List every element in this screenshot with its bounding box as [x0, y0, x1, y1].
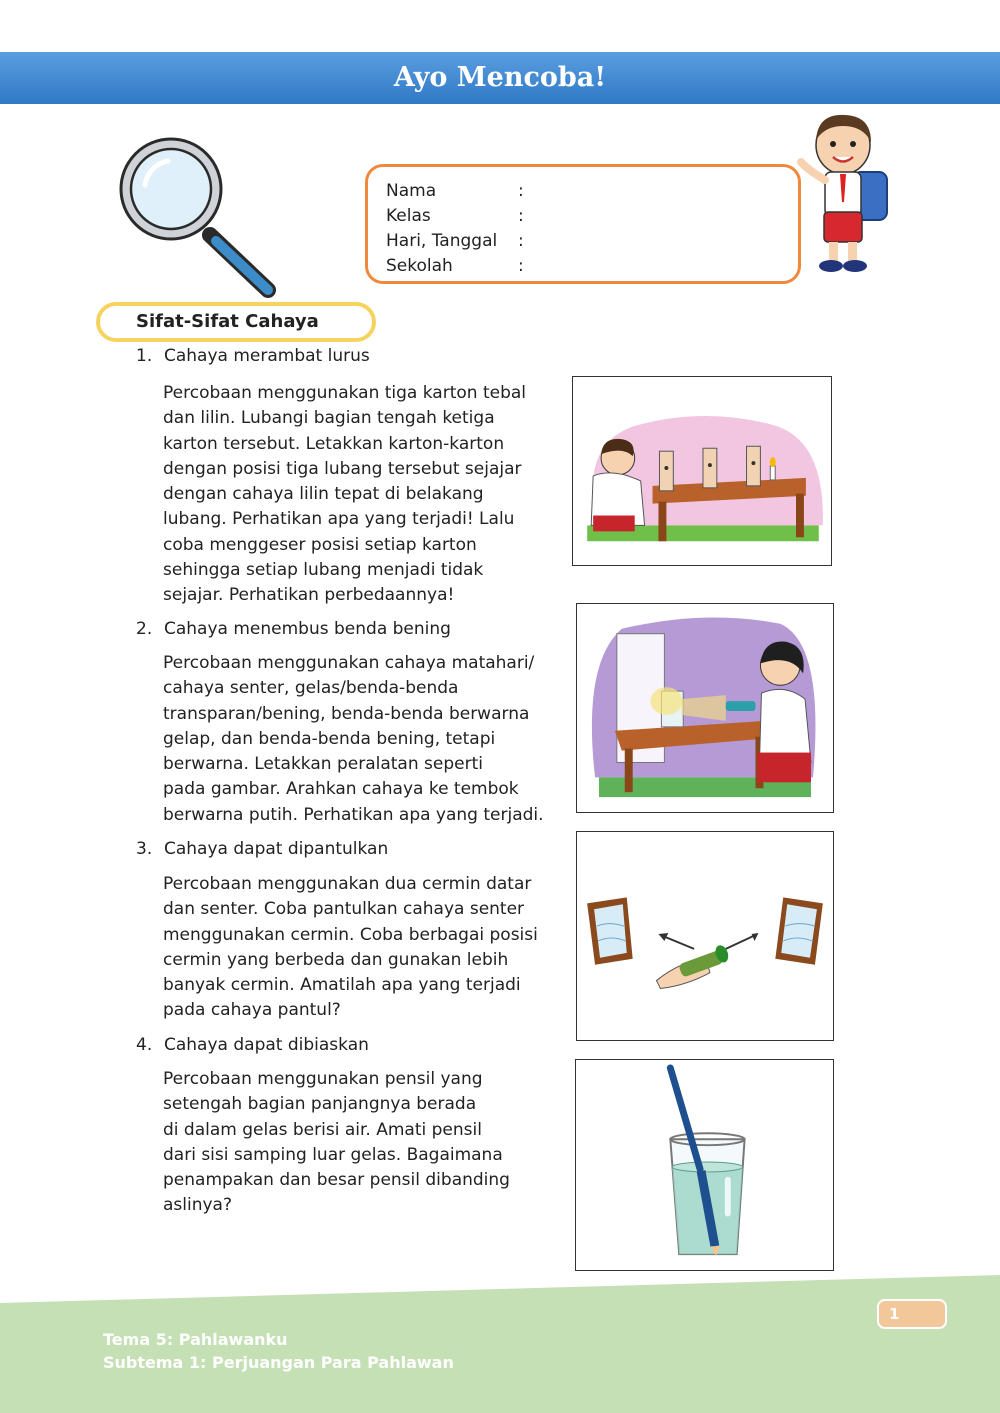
form-row-school [386, 254, 798, 279]
text-line: Percobaan menggunakan dua cermin datar [163, 874, 532, 894]
student-boy-illustration [793, 110, 893, 280]
text-line: karton tersebut. Letakkan karton-karton [163, 433, 505, 454]
text-line: berwarna. Letakkan peralatan seperti [163, 754, 483, 775]
item-description [163, 651, 544, 828]
text-line: cahaya senter, gelas/benda-benda [163, 678, 459, 699]
footer-caption [103, 1328, 454, 1374]
text-line: dan senter. Coba pantulkan cahaya senter [163, 899, 525, 920]
item-title: Cahaya menembus benda bening [164, 619, 451, 639]
item-number: 2. [136, 619, 153, 639]
text-line: coba menggeser posisi setiap karton [163, 534, 477, 555]
illustration-light-refract [575, 1059, 834, 1271]
text-line: pada gambar. Arahkan cahaya ke tembok [163, 779, 519, 800]
illustration-light-straight [572, 376, 832, 566]
item-heading [136, 346, 370, 366]
page-number-badge: 1 [877, 1299, 947, 1329]
text-line: dan lilin. Lubangi bagian tengah ketiga [163, 408, 495, 429]
form-label: Nama [386, 181, 437, 201]
form-label: Kelas [386, 206, 431, 226]
item-title: Cahaya merambat lurus [164, 346, 370, 366]
text-line: berwarna putih. Perhatikan apa yang terjadi. [163, 804, 544, 825]
form-colon: : [518, 206, 524, 226]
item-description [163, 381, 526, 609]
item-number: 4. [136, 1035, 153, 1055]
text-line: transparan/bening, benda-benda berwarna [163, 703, 530, 724]
section-title: Sifat-Sifat Cahaya [96, 302, 376, 342]
text-line: gelap, dan benda-benda bening, tetapi [163, 728, 496, 749]
footer-subtheme: Subtema 1: Perjuangan Para Pahlawan [103, 1353, 454, 1372]
item-number: 3. [136, 839, 153, 859]
text-line: dari sisi samping luar gelas. Bagaimana [163, 1144, 503, 1165]
text-line: dengan cahaya lilin tepat di belakang [163, 484, 484, 505]
footer-theme: Tema 5: Pahlawanku [103, 1330, 288, 1349]
page-banner-title: Ayo Mencoba! [0, 52, 1000, 104]
form-row-name [386, 179, 798, 204]
text-line: menggunakan cermin. Coba berbagai posisi [163, 924, 538, 945]
item-title: Cahaya dapat dipantulkan [164, 839, 389, 859]
text-line: sejajar. Perhatikan perbedaannya! [163, 585, 455, 606]
text-line: cermin yang berbeda dan gunakan lebih [163, 949, 509, 970]
text-line: banyak cermin. Amatilah apa yang terjadi [163, 975, 521, 996]
item-title: Cahaya dapat dibiaskan [164, 1035, 369, 1055]
item-description [163, 872, 538, 1024]
form-label: Sekolah [386, 256, 453, 276]
form-colon: : [518, 231, 524, 251]
form-colon: : [518, 181, 524, 201]
item-number: 1. [136, 346, 153, 366]
identity-form [365, 164, 801, 284]
text-line: dengan posisi tiga lubang tersebut sejajar [163, 458, 522, 479]
text-line: penampakan dan besar pensil dibanding [163, 1170, 510, 1191]
illustration-light-transparent [576, 603, 834, 813]
text-line: aslinya? [163, 1195, 232, 1216]
text-line: pada cahaya pantul? [163, 1000, 341, 1021]
text-line: di dalam gelas berisi air. Amati pensil [163, 1119, 482, 1140]
illustration-light-reflect [576, 831, 834, 1041]
text-line: setengah bagian panjangnya berada [163, 1094, 477, 1115]
item-heading [136, 619, 451, 639]
text-line: lubang. Perhatikan apa yang terjadi! Lalu [163, 509, 515, 530]
item-heading [136, 1035, 369, 1055]
item-description [163, 1067, 510, 1219]
form-colon: : [518, 256, 524, 276]
item-heading [136, 839, 388, 859]
form-label: Hari, Tanggal [386, 231, 498, 251]
text-line: Percobaan menggunakan pensil yang [163, 1069, 483, 1089]
text-line: sehingga setiap lubang menjadi tidak [163, 560, 484, 581]
magnifying-glass-icon [118, 135, 288, 300]
text-line: Percobaan menggunakan tiga karton tebal [163, 383, 527, 403]
text-line: Percobaan menggunakan cahaya matahari/ [163, 653, 535, 673]
form-row-class [386, 204, 798, 229]
form-row-date [386, 229, 798, 254]
